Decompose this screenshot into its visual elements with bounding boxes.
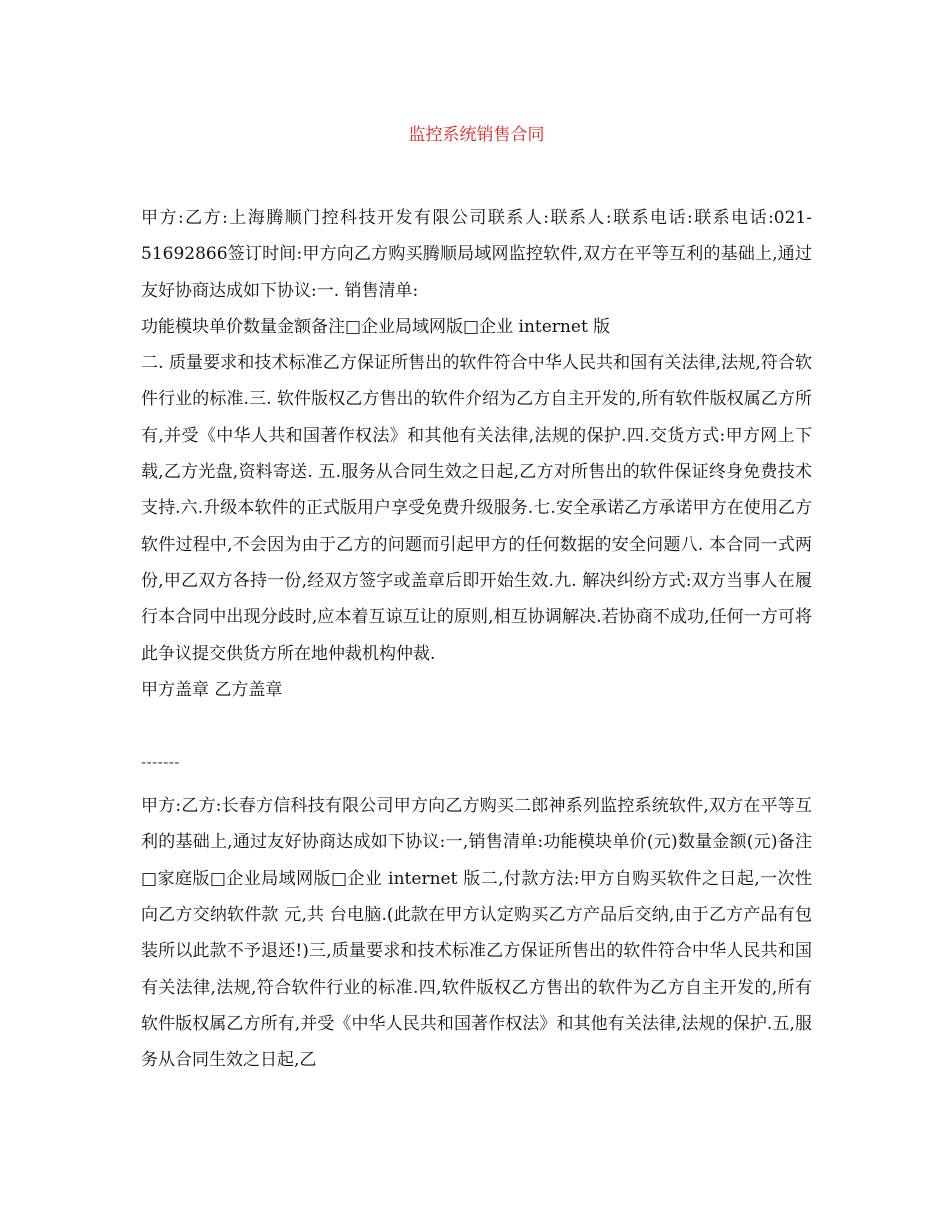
- contract1-paragraph-sales-list: 功能模块单价数量金额备注□企业局域网版□企业 internet 版: [141, 316, 611, 337]
- contract2-paragraph: 甲方:乙方:长春方信科技有限公司甲方向乙方购买二郎神系列监控系统软件,双方在平等互利的基础上,通过友好协商达成如下协议:一,销售清单:功能模块单价(元)数量金额(元)备注□家庭版□企业局域网版□企业 internet 版二,付款方法:甲方自购买软件之日起,一次性向乙方交纳软件款 元,共 台电脑.(此款在甲方认定购买乙方产品后交纳,由于乙方产品有包装所以此款不予退还!)三,质量要求和技术标准乙方保证所售出的软件符合中华人民共和国有关法律,法规,符合软件行业的标准.四,软件版权乙方售出的软件为乙方自主开发的,所有软件版权属乙方所有,并受《中华人民共和国著作权法》和其他有关法律,法规的保护.五,服务从合同生效之日起,乙: [141, 796, 812, 1071]
- contract1-paragraph-parties: 甲方:乙方:上海腾顺门控科技开发有限公司联系人:联系人:联系电话:联系电话:021-51692866签订时间:甲方向乙方购买腾顺局域网监控软件,双方在平等互利的基础上,通过友好协商达成如下协议:一. 销售清单:: [141, 208, 812, 301]
- section-separator: -------: [141, 753, 180, 772]
- contract1-signatures: 甲方盖章 乙方盖章: [141, 679, 283, 700]
- document-title: 监控系统销售合同: [408, 125, 545, 145]
- contract1-paragraph-terms: 二. 质量要求和技术标准乙方保证所售出的软件符合中华人民共和国有关法律,法规,符合软件行业的标准.三. 软件版权乙方售出的软件介绍为乙方自主开发的,所有软件版权属乙方所有,并受《中华人共和国著作权法》和其他有关法律,法规的保护.四.交货方式:甲方网上下载,乙方光盘,资料寄送. 五.服务从合同生效之日起,乙方对所售出的软件保证终身免费技术支持.六.升级本软件的正式版用户享受免费升级服务.七.安全承诺乙方承诺甲方在使用乙方软件过程中,不会因为由于乙方的问题而引起甲方的任何数据的安全问题八. 本合同一式两份,甲乙双方各持一份,经双方签字或盖章后即开始生效.九. 解决纠纷方式:双方当事人在履行本合同中出现分歧时,应本着互谅互让的原则,相互协调解决.若协商不成功,任何一方可将此争议提交供货方所在地仲裁机构仲裁.: [141, 353, 812, 664]
